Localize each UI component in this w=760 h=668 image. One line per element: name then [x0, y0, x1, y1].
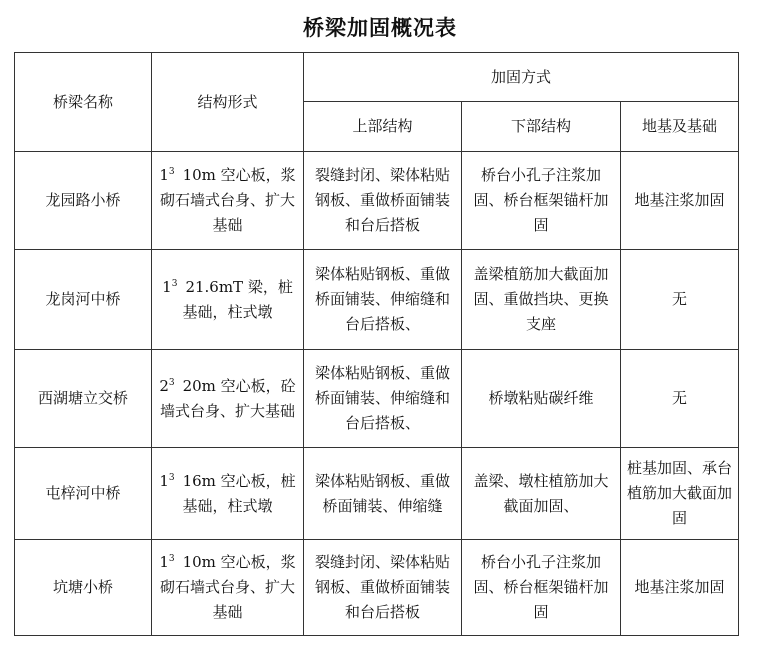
lower-structure-cell: 盖梁、墩柱植筋加大截面加固、: [462, 448, 621, 540]
structure-description: 21.6mT 梁，桩基础，柱式墩: [182, 277, 293, 321]
span-count: 1: [159, 166, 169, 184]
bridge-name-cell: 屯梓河中桥: [15, 448, 152, 540]
table-row: [15, 448, 739, 540]
upper-structure-cell: 梁体粘贴钢板、重做桥面铺装、伸缩缝和台后搭板、: [304, 350, 462, 448]
structure-form-cell: [152, 250, 304, 350]
bridge-name-cell: 西湖塘立交桥: [15, 350, 152, 448]
span-count: 2: [159, 376, 169, 395]
upper-structure-cell: 裂缝封闭、梁体粘贴钢板、重做桥面铺装和台后搭板: [304, 152, 462, 250]
header-structure-form: 结构形式: [152, 53, 304, 152]
foundation-cell: 地基注浆加固: [621, 540, 739, 636]
upper-structure-cell: 裂缝封闭、梁体粘贴钢板、重做桥面铺装和台后搭板: [304, 540, 462, 636]
foundation-cell: 无: [621, 350, 739, 448]
foundation-cell: 无: [621, 250, 739, 350]
lower-structure-cell: 桥台小孔子注浆加固、桥台框架锚杆加固: [462, 152, 621, 250]
upper-structure-cell: 梁体粘贴钢板、重做桥面铺装、伸缩缝和台后搭板、: [304, 250, 462, 350]
span-count-superscript: 3: [171, 278, 178, 289]
span-count: 1: [159, 471, 169, 490]
span-count: 1: [159, 553, 169, 571]
header-bridge-name: 桥梁名称: [15, 53, 152, 152]
table-row: [15, 250, 739, 350]
structure-description: 10m 空心板，浆砌石墙式台身、扩大基础: [159, 166, 296, 234]
table-row: [15, 152, 739, 250]
header-upper-structure: 上部结构: [304, 102, 462, 152]
span-count-superscript: 3: [168, 554, 175, 564]
table-row: [15, 540, 739, 636]
structure-form-cell: [152, 350, 304, 448]
lower-structure-cell: 盖梁植筋加大截面加固、重做挡块、更换支座: [462, 250, 621, 350]
structure-description: 20m 空心板，砼墙式台身、扩大基础: [159, 376, 296, 420]
structure-form-cell: [152, 540, 304, 636]
header-row-main: [15, 53, 739, 102]
header-lower-structure: 下部结构: [462, 102, 621, 152]
bridge-reinforcement-table: [14, 52, 739, 636]
span-count-superscript: 3: [168, 472, 175, 483]
page-title: 桥梁加固概况表: [303, 15, 457, 40]
table-row: [15, 350, 739, 448]
header-foundation: 地基及基础: [621, 102, 739, 152]
foundation-cell: 桩基加固、承台植筋加大截面加固: [621, 448, 739, 540]
foundation-cell: 地基注浆加固: [621, 152, 739, 250]
span-count: 1: [162, 277, 172, 296]
bridge-name-cell: 龙园路小桥: [15, 152, 152, 250]
span-count-superscript: 3: [168, 377, 175, 388]
structure-form-cell: [152, 448, 304, 540]
bridge-name-cell: 龙岗河中桥: [15, 250, 152, 350]
header-reinforcement-method: 加固方式: [304, 53, 739, 102]
structure-form-cell: [152, 152, 304, 250]
bridge-name-cell: 坑塘小桥: [15, 540, 152, 636]
structure-description: 16m 空心板，桩基础，柱式墩: [182, 471, 296, 515]
lower-structure-cell: 桥台小孔子注浆加固、桥台框架锚杆加固: [462, 540, 621, 636]
structure-description: 10m 空心板，浆砌石墙式台身、扩大基础: [159, 553, 296, 621]
upper-structure-cell: 梁体粘贴钢板、重做桥面铺装、伸缩缝: [304, 448, 462, 540]
lower-structure-cell: 桥墩粘贴碳纤维: [462, 350, 621, 448]
span-count-superscript: 3: [168, 167, 175, 177]
